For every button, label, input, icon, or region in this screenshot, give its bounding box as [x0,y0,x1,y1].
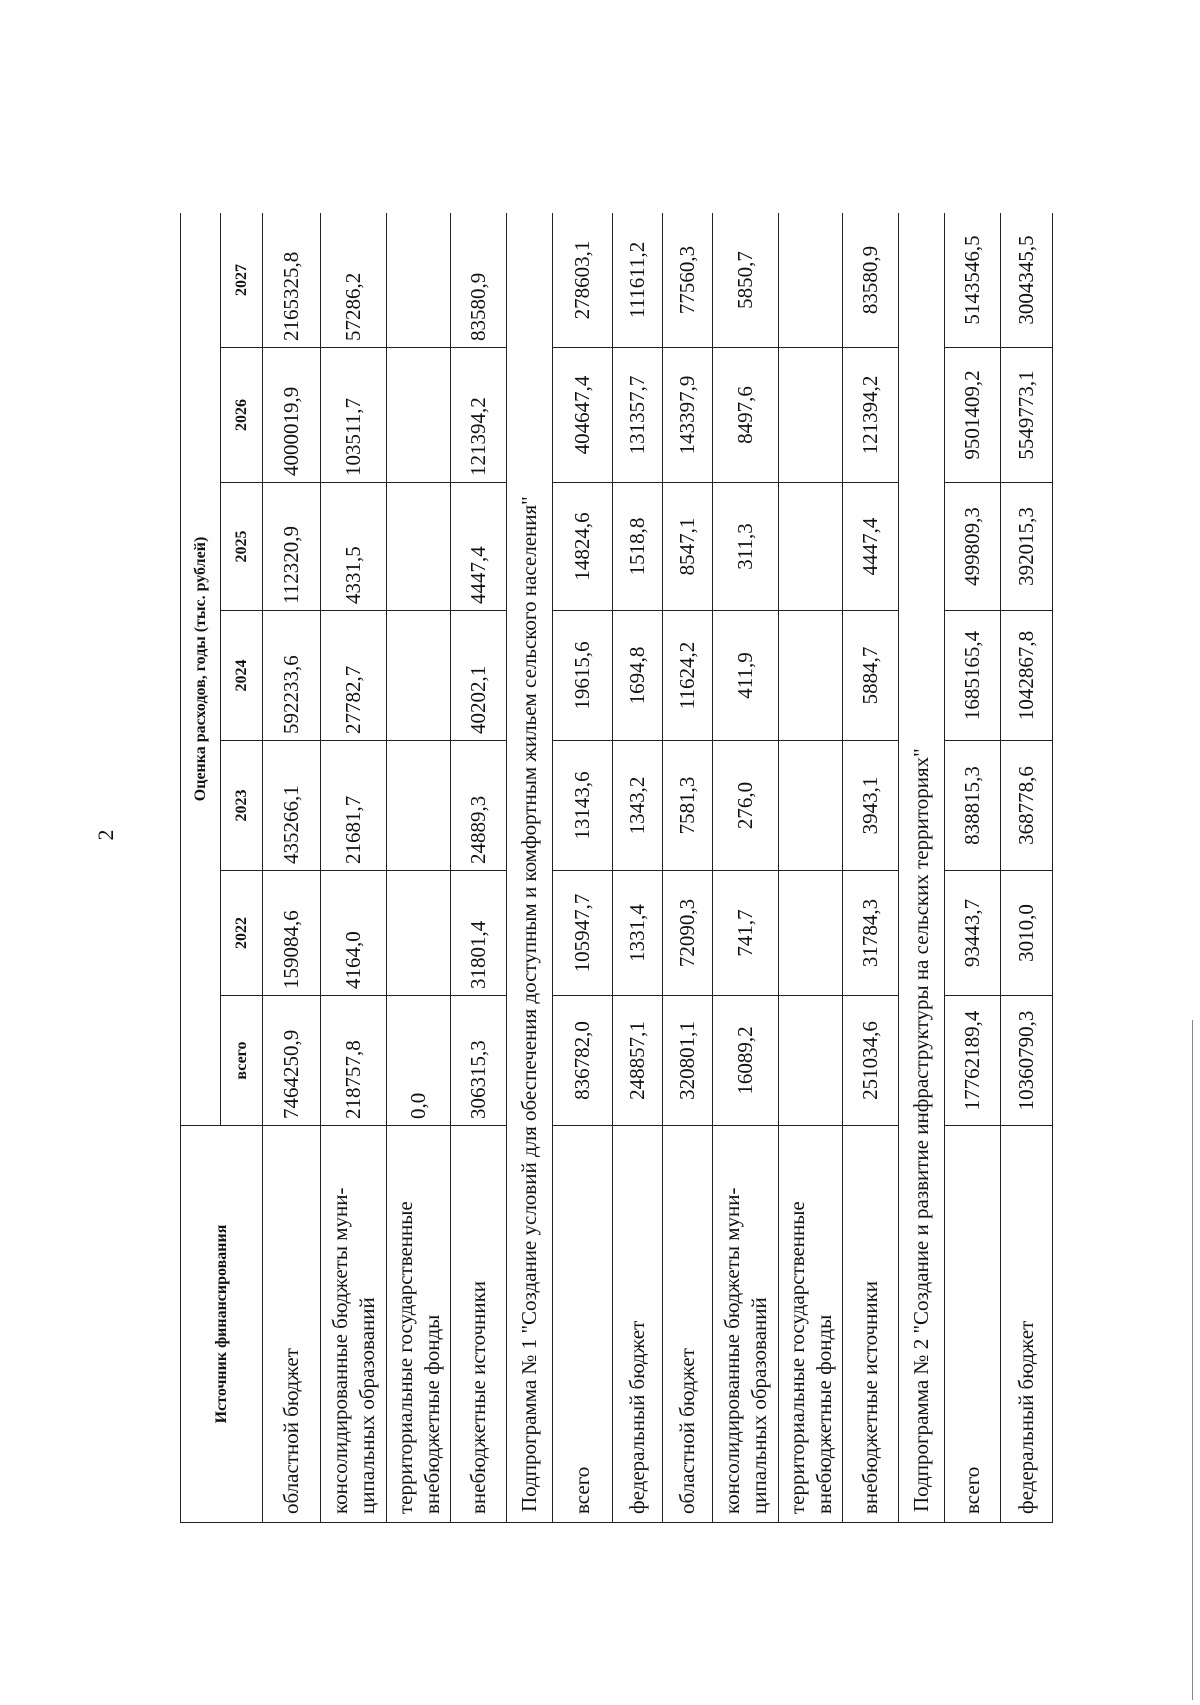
value-cell: 1042867,8 [1001,611,1053,741]
header-row-group [181,213,221,1523]
source-label: всего [945,1126,1001,1523]
value-cell: 5549773,1 [1001,348,1053,483]
value-cell: 72090,3 [663,871,713,996]
value-cell [387,741,451,871]
year-header-2024: 2024 [221,611,263,741]
value-cell: 368778,6 [1001,741,1053,871]
value-cell: 3010,0 [1001,871,1053,996]
value-cell: 3004345,5 [1001,213,1053,348]
value-cell [779,996,843,1126]
subprogram-title: Подпрограмма № 2 "Создание и развитие инфраструктуры на сельских территориях" [899,213,945,1523]
source-label: консолидированные бюджеты муни-ципальных образований [321,1126,387,1523]
value-cell: 4447,4 [843,483,899,611]
value-cell: 83580,9 [843,213,899,348]
value-cell: 411,9 [713,611,779,741]
value-cell: 218757,8 [321,996,387,1126]
source-label: внебюджетные источники [843,1126,899,1523]
value-cell: 159084,6 [263,871,321,996]
table-row [713,213,779,1523]
value-cell: 404647,4 [553,348,613,483]
value-cell: 306315,3 [451,996,507,1126]
value-cell: 1694,8 [613,611,663,741]
scan-edge-line [1192,1020,1193,1700]
source-label: территориальные государственные внебюджетные фонды [779,1126,843,1523]
value-cell: 278603,1 [553,213,613,348]
value-cell: 392015,3 [1001,483,1053,611]
value-cell: 499809,3 [945,483,1001,611]
value-cell [387,871,451,996]
value-cell: 105947,7 [553,871,613,996]
year-header-2023: 2023 [221,741,263,871]
value-cell: 1343,2 [613,741,663,871]
source-label: всего [553,1126,613,1523]
table-row [451,213,507,1523]
value-cell: 4164,0 [321,871,387,996]
value-cell: 592233,6 [263,611,321,741]
value-cell: 112320,9 [263,483,321,611]
table-row [553,213,613,1523]
value-cell: 5850,7 [713,213,779,348]
value-cell: 24889,3 [451,741,507,871]
value-cell: 5884,7 [843,611,899,741]
subprogram-row [899,213,945,1523]
value-cell: 4331,5 [321,483,387,611]
value-cell: 10360790,3 [1001,996,1053,1126]
value-cell: 77560,3 [663,213,713,348]
value-cell: 27782,7 [321,611,387,741]
value-cell: 741,7 [713,871,779,996]
table-row [945,213,1001,1523]
value-cell: 143397,9 [663,348,713,483]
value-cell: 31784,3 [843,871,899,996]
table-row [663,213,713,1523]
funding-table [180,213,1053,1523]
source-label: территориальные государственные внебюджетные фонды [387,1126,451,1523]
value-cell: 17762189,4 [945,996,1001,1126]
value-cell: 2165325,8 [263,213,321,348]
table-row [843,213,899,1523]
value-cell: 320801,1 [663,996,713,1126]
table-row [613,213,663,1523]
value-cell [779,213,843,348]
value-cell [779,871,843,996]
value-cell: 7581,3 [663,741,713,871]
value-cell: 131357,7 [613,348,663,483]
value-cell: 19615,6 [553,611,613,741]
value-cell: 838815,3 [945,741,1001,871]
value-cell: 1331,4 [613,871,663,996]
source-label: внебюджетные источники [451,1126,507,1523]
table-row [263,213,321,1523]
value-cell [779,741,843,871]
table-row [1001,213,1053,1523]
value-cell: 83580,9 [451,213,507,348]
value-cell: 5143546,5 [945,213,1001,348]
value-cell [387,483,451,611]
estimate-group-header: Оценка расходов, годы (тыс. рублей) [181,213,221,1126]
value-cell: 0,0 [387,996,451,1126]
value-cell: 121394,2 [843,348,899,483]
value-cell: 8547,1 [663,483,713,611]
value-cell: 276,0 [713,741,779,871]
value-cell: 9501409,2 [945,348,1001,483]
page-number: 2 [93,829,118,841]
value-cell [779,483,843,611]
value-cell: 40202,1 [451,611,507,741]
value-cell [387,611,451,741]
table-row [387,213,451,1523]
source-label: областной бюджет [263,1126,321,1523]
value-cell: 248857,1 [613,996,663,1126]
value-cell: 57286,2 [321,213,387,348]
value-cell: 3943,1 [843,741,899,871]
source-label: областной бюджет [663,1126,713,1523]
value-cell: 14824,6 [553,483,613,611]
value-cell: 4000019,9 [263,348,321,483]
value-cell: 7464250,9 [263,996,321,1126]
funding-table-wrapper [180,213,1105,1523]
table-row [321,213,387,1523]
value-cell: 1518,8 [613,483,663,611]
value-cell: 31801,4 [451,871,507,996]
value-cell: 121394,2 [451,348,507,483]
source-label: федеральный бюджет [1001,1126,1053,1523]
year-header-2022: 2022 [221,871,263,996]
year-header-2025: 2025 [221,483,263,611]
subprogram-title: Подпрограмма № 1 "Создание условий для обеспечения доступным и комфортным жильем сельского населения" [507,213,553,1523]
table-row [779,213,843,1523]
value-cell: 1685165,4 [945,611,1001,741]
value-cell: 13143,6 [553,741,613,871]
value-cell: 93443,7 [945,871,1001,996]
year-header-2027: 2027 [221,213,263,348]
value-cell: 311,3 [713,483,779,611]
value-cell: 103511,7 [321,348,387,483]
value-cell: 111611,2 [613,213,663,348]
value-cell: 4447,4 [451,483,507,611]
year-header-total: всего [221,996,263,1126]
value-cell: 16089,2 [713,996,779,1126]
source-label: консолидированные бюджеты муни-ципальных образований [713,1126,779,1523]
funding-table-body [263,213,1053,1523]
subprogram-row [507,213,553,1523]
value-cell [779,348,843,483]
source-label: федеральный бюджет [613,1126,663,1523]
value-cell: 11624,2 [663,611,713,741]
value-cell [387,348,451,483]
year-header-2026: 2026 [221,348,263,483]
value-cell: 251034,6 [843,996,899,1126]
value-cell [779,611,843,741]
value-cell: 21681,7 [321,741,387,871]
value-cell: 8497,6 [713,348,779,483]
value-cell: 836782,0 [553,996,613,1126]
value-cell [387,213,451,348]
source-column-header: Источник финансирования [181,1126,263,1523]
value-cell: 435266,1 [263,741,321,871]
